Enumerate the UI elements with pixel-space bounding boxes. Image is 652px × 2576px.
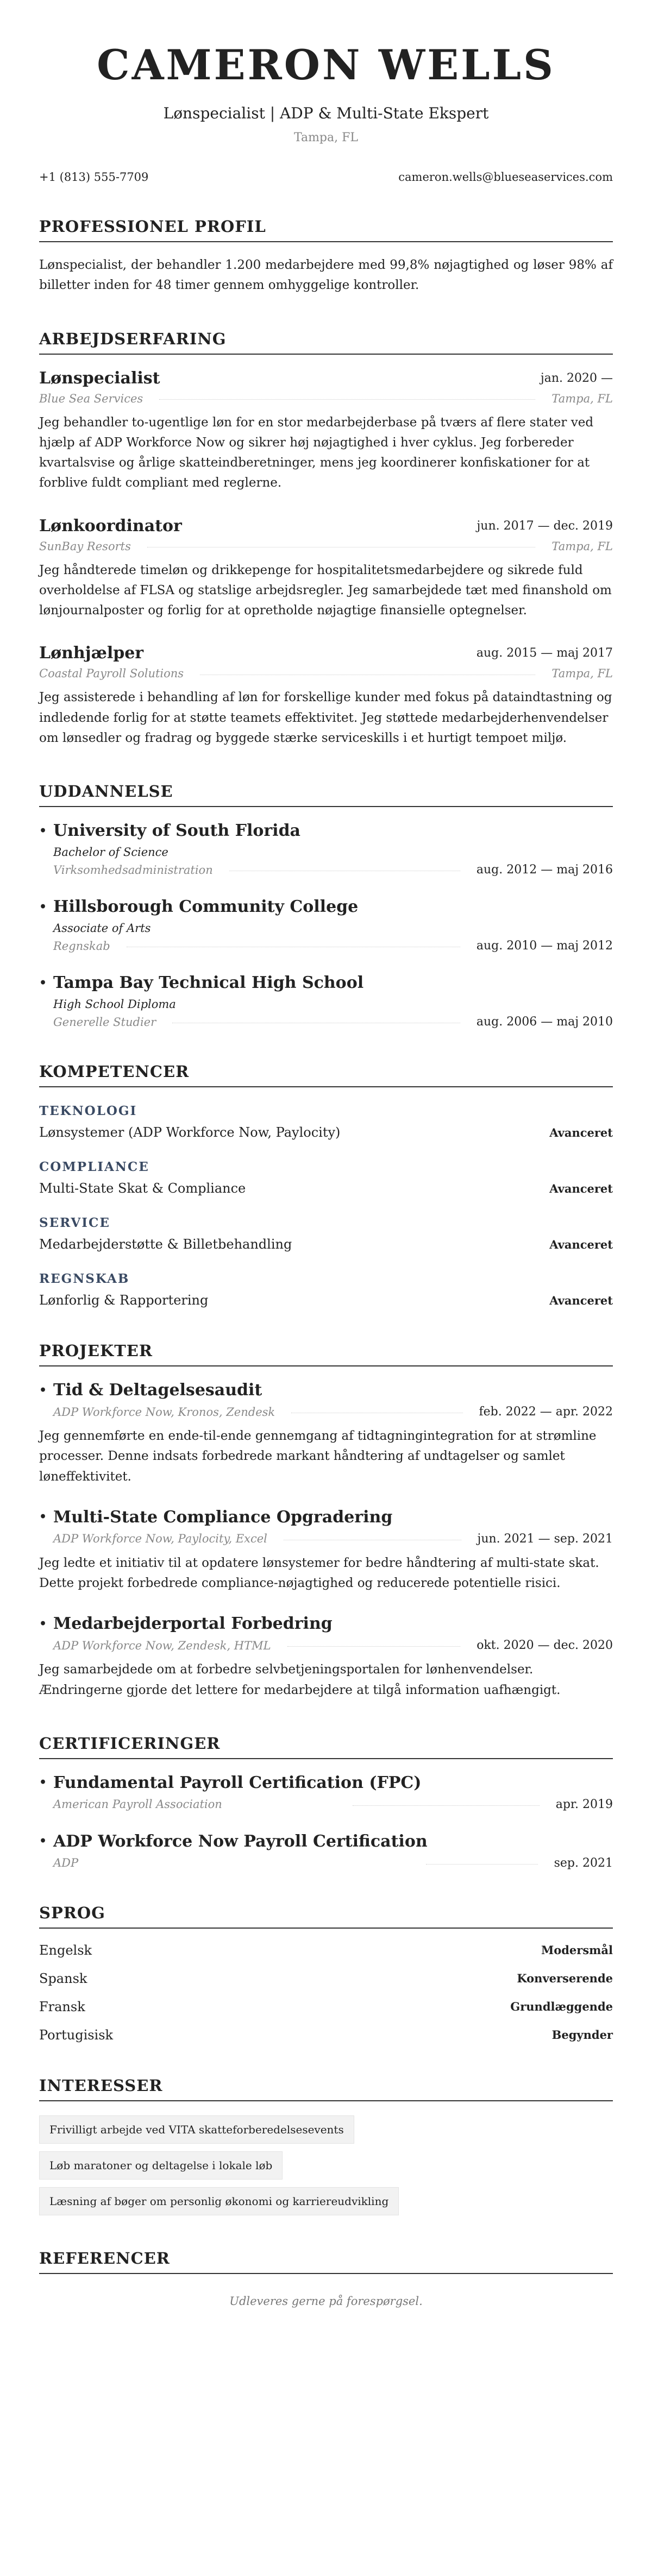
skill-level: Avanceret	[549, 1237, 613, 1251]
phone-number[interactable]: +1 (813) 555-7709	[39, 171, 149, 184]
skill-group	[39, 1215, 613, 1252]
school-degree: Associate of Arts	[53, 922, 151, 935]
certification-issuer: ADP	[53, 1856, 79, 1870]
school-entry	[39, 821, 613, 877]
school-entry	[39, 973, 613, 1029]
skill-name: Lønsystemer (ADP Workforce Now, Paylocity)	[39, 1125, 341, 1140]
school-name: University of South Florida	[53, 821, 300, 840]
job-location: Tampa, FL	[551, 539, 613, 553]
job-location: Tampa, FL	[551, 667, 613, 681]
certification-entry	[39, 1773, 613, 1811]
references-text: Udleveres gerne på forespørgsel.	[229, 2294, 423, 2308]
job-description: Jeg assisterede i behandling af løn for forskellige kunder med fokus på dataindtastning og indledende forlig for at støtte teamets effektivitet. Jeg støttede medarbejderhenvendelser om lønsedler og fradrag og byggede stærke serviceskills i et hurtigt tempoet miljø.	[39, 690, 612, 745]
bullet-icon: •	[39, 899, 47, 914]
profile-text: Lønspecialist, der behandler 1.200 medarbejdere med 99,8% nøjagtighed og løser 98% af billetter inden for 48 timer gennem omhyggelige kontroller.	[39, 258, 613, 293]
profile-section	[39, 217, 613, 296]
project-description: Jeg ledte et initiativ til at opdatere lønsystemer for bedre håndtering af multi-state skat. Dette projekt forbedrede compliance-nøjagtighed og reducerede potentielle risici.	[39, 1555, 599, 1590]
skill-name: Multi-State Skat & Compliance	[39, 1181, 246, 1196]
school-dates: aug. 2006 — maj 2010	[476, 1015, 613, 1029]
project-tools: ADP Workforce Now, Kronos, Zendesk	[53, 1405, 275, 1419]
experience-section	[39, 330, 613, 749]
skill-name: Lønforlig & Rapportering	[39, 1293, 209, 1308]
skill-category: SERVICE	[39, 1215, 110, 1230]
school-name: Tampa Bay Technical High School	[53, 973, 364, 992]
school-entry	[39, 897, 613, 953]
interest-tag: Frivilligt arbejde ved VITA skatteforberedelsesevents	[39, 2115, 354, 2144]
job-location: Tampa, FL	[551, 392, 613, 405]
school-name: Hillsborough Community College	[53, 897, 359, 916]
language-name: Portugisisk	[39, 2027, 114, 2043]
school-dates: aug. 2010 — maj 2012	[476, 939, 613, 953]
project-entry	[39, 1508, 613, 1594]
bullet-icon: •	[39, 823, 47, 838]
bullet-icon: •	[39, 1616, 47, 1631]
project-entry	[39, 1381, 613, 1487]
section-title-experience: ARBEJDSERFARING	[39, 330, 613, 355]
section-title-interests: INTERESSER	[39, 2076, 613, 2101]
school-degree: Bachelor of Science	[53, 846, 168, 859]
job-dates: jun. 2017 — dec. 2019	[477, 519, 613, 533]
project-description: Jeg gennemførte en ende-til-ende gennemgang af tidtagningintegration for at strømline processer. Denne indsats forbedrede markant håndtering af undtagelser og samlet løneffektivitet.	[39, 1429, 597, 1484]
project-tools: ADP Workforce Now, Zendesk, HTML	[53, 1639, 271, 1652]
divider-line	[426, 1864, 537, 1865]
certification-name: Fundamental Payroll Certification (FPC)	[53, 1773, 422, 1792]
bullet-icon: •	[39, 1510, 47, 1525]
project-dates: feb. 2022 — apr. 2022	[479, 1405, 613, 1419]
language-name: Fransk	[39, 1999, 85, 2014]
skill-category: TEKNOLOGI	[39, 1104, 137, 1118]
bullet-icon: •	[39, 1834, 47, 1849]
contact-row	[39, 171, 613, 184]
skill-group	[39, 1271, 613, 1308]
bullet-icon: •	[39, 1775, 47, 1790]
school-dates: aug. 2012 — maj 2016	[476, 863, 613, 877]
project-name: Multi-State Compliance Opgradering	[53, 1507, 393, 1527]
skill-group	[39, 1104, 613, 1140]
candidate-location: Tampa, FL	[293, 131, 358, 144]
certification-name: ADP Workforce Now Payroll Certification	[53, 1831, 428, 1851]
job-title: Lønkoordinator	[39, 516, 182, 536]
language-row	[39, 1943, 613, 1958]
job-dates: jan. 2020 —	[540, 371, 613, 385]
section-title-certifications: CERTIFICERINGER	[39, 1734, 613, 1759]
certification-date: apr. 2019	[555, 1797, 613, 1811]
language-row	[39, 1999, 613, 2014]
language-row	[39, 2027, 613, 2043]
certification-issuer: American Payroll Association	[53, 1798, 222, 1811]
divider-line	[353, 1805, 540, 1806]
skill-level: Avanceret	[549, 1293, 613, 1307]
section-title-education: UDDANNELSE	[39, 782, 613, 807]
section-title-languages: SPROG	[39, 1904, 613, 1929]
skill-level: Avanceret	[549, 1181, 613, 1195]
school-field: Generelle Studier	[53, 1015, 156, 1029]
section-title-projects: PROJEKTER	[39, 1341, 613, 1366]
interests-section	[39, 2076, 613, 2215]
job-dates: aug. 2015 — maj 2017	[476, 646, 613, 660]
project-name: Tid & Deltagelsesaudit	[53, 1381, 262, 1400]
job-company: SunBay Resorts	[39, 539, 131, 553]
certification-date: sep. 2021	[554, 1856, 613, 1870]
job-title: Lønspecialist	[39, 368, 160, 388]
language-level: Modersmål	[541, 1943, 613, 1957]
email-address[interactable]: cameron.wells@blueseaservices.com	[398, 171, 613, 184]
divider-line	[287, 1646, 461, 1647]
project-dates: okt. 2020 — dec. 2020	[477, 1639, 613, 1653]
education-section	[39, 782, 613, 1029]
certification-entry	[39, 1832, 613, 1870]
bullet-icon: •	[39, 975, 47, 990]
job-entry	[39, 517, 613, 621]
candidate-subtitle: Lønspecialist | ADP & Multi-State Ekspert	[163, 104, 489, 122]
skill-category: REGNSKAB	[39, 1271, 130, 1286]
job-description: Jeg behandler to-ugentlige løn for en stor medarbejderbase på tværs af flere stater ved hjælp af ADP Workforce Now og sikrer høj nøjagtighed i hver cyklus. Jeg forbereder kvartalsvise og årlige skatteindberetninger, mens jeg koordinerer konfiskationer for at forblive fuldt compliant med reglerne.	[39, 415, 594, 490]
project-dates: jun. 2021 — sep. 2021	[477, 1532, 613, 1546]
interest-tag: Læsning af bøger om personlig økonomi og karriereudvikling	[39, 2187, 399, 2215]
section-title-references: REFERENCER	[39, 2249, 613, 2274]
language-level: Grundlæggende	[510, 2000, 613, 2014]
job-company: Coastal Payroll Solutions	[39, 667, 184, 681]
language-level: Begynder	[551, 2028, 613, 2042]
interest-tag: Løb maratoner og deltagelse i lokale løb	[39, 2151, 283, 2180]
language-level: Konverserende	[517, 1972, 613, 1986]
school-field: Virksomhedsadministration	[53, 863, 213, 877]
certifications-section	[39, 1734, 613, 1870]
project-description: Jeg samarbejdede om at forbedre selvbetjeningsportalen for lønhenvendelser. Ændringerne gjorde det lettere for medarbejdere at tilgå information uafhængigt.	[39, 1662, 561, 1697]
project-name: Medarbejderportal Forbedring	[53, 1614, 333, 1634]
section-title-profile: PROFESSIONEL PROFIL	[39, 217, 613, 242]
bullet-icon: •	[39, 1383, 47, 1397]
divider-line	[159, 399, 535, 400]
project-entry	[39, 1614, 613, 1700]
skill-name: Medarbejderstøtte & Billetbehandling	[39, 1237, 292, 1252]
candidate-name: CAMERON WELLS	[97, 41, 555, 89]
language-name: Spansk	[39, 1970, 87, 1986]
school-degree: High School Diploma	[53, 998, 176, 1011]
job-description: Jeg håndterede timeløn og drikkepenge for hospitalitetsmedarbejdere og sikrede fuld overholdelse af FLSA og statslige arbejdsregler. Jeg samarbejdede tæt med finanshold om lønjournalposter og forlig for at opretholde nøjagtige finansielle optegnelser.	[39, 563, 612, 618]
school-field: Regnskab	[53, 939, 110, 953]
language-row	[39, 1971, 613, 1986]
job-entry	[39, 644, 613, 748]
languages-section	[39, 1904, 613, 2043]
project-tools: ADP Workforce Now, Paylocity, Excel	[53, 1532, 267, 1546]
skill-group	[39, 1160, 613, 1196]
job-title: Lønhjælper	[39, 644, 144, 663]
references-section	[39, 2249, 613, 2308]
projects-section	[39, 1341, 613, 1700]
skill-level: Avanceret	[549, 1125, 613, 1139]
skill-category: COMPLIANCE	[39, 1160, 149, 1174]
job-entry	[39, 369, 613, 494]
language-name: Engelsk	[39, 1942, 92, 1958]
section-title-skills: KOMPETENCER	[39, 1062, 613, 1087]
skills-section	[39, 1062, 613, 1308]
job-company: Blue Sea Services	[39, 392, 143, 405]
